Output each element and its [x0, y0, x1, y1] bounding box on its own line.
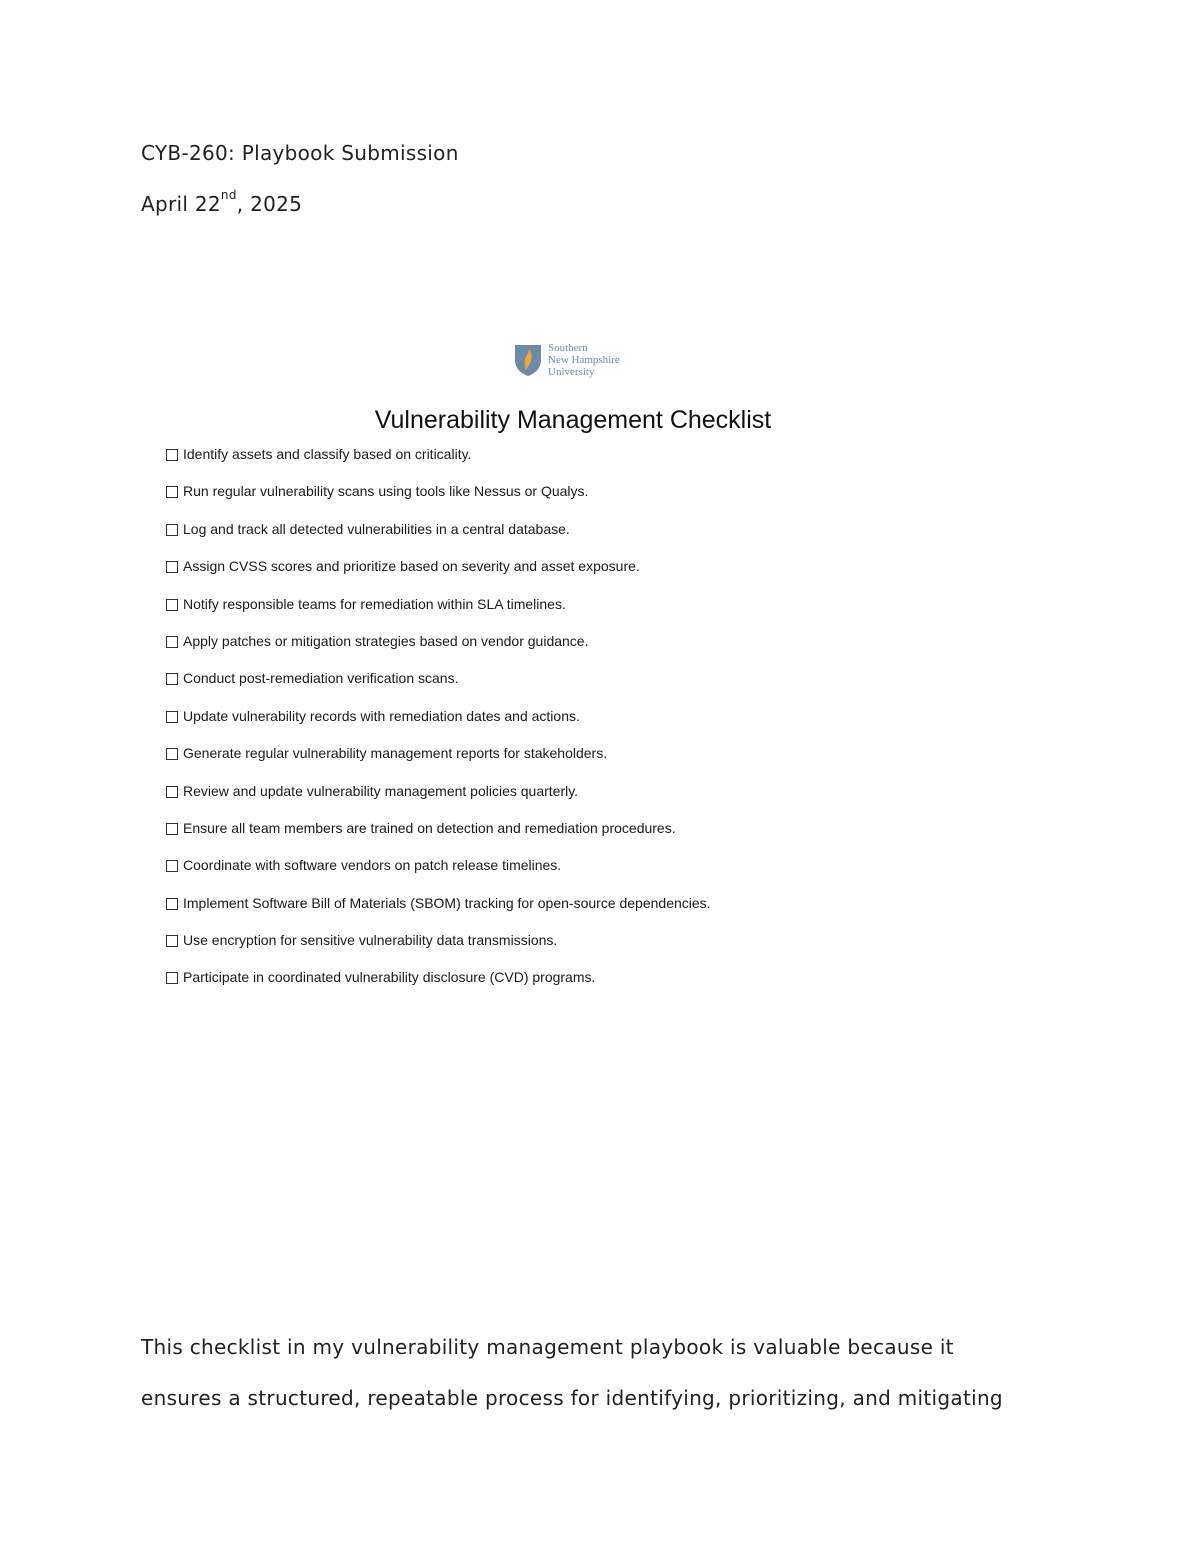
checklist-item-label: Coordinate with software vendors on patch release timelines. [183, 857, 562, 874]
checklist [166, 446, 711, 1007]
checklist-item-label: Update vulnerability records with remediation dates and actions. [183, 707, 580, 724]
checklist-item-label: Apply patches or mitigation strategies based on vendor guidance. [183, 632, 589, 649]
checklist-item-label: Identify assets and classify based on criticality. [183, 446, 472, 462]
checkbox[interactable] [166, 636, 178, 648]
logo-line-1: Southern [548, 342, 588, 354]
checklist-item [166, 483, 711, 520]
checkbox[interactable] [166, 599, 178, 611]
date-year: , 2025 [236, 192, 303, 216]
checkbox[interactable] [166, 935, 178, 947]
checklist-item-label: Review and update vulnerability management policies quarterly. [183, 782, 579, 799]
checklist-item [166, 596, 711, 633]
checkbox[interactable] [166, 486, 178, 498]
shield-flame-icon [514, 343, 542, 377]
body-line-1: This checklist in my vulnerability management playbook is valuable because it [141, 1335, 954, 1359]
body-paragraph [141, 1322, 1061, 1423]
checkbox[interactable] [166, 561, 178, 573]
checklist-item-label: Generate regular vulnerability management reports for stakeholders. [183, 745, 608, 762]
checkbox[interactable] [166, 972, 178, 984]
checklist-item-label: Log and track all detected vulnerabilities in a central database. [183, 520, 570, 537]
logo-wordmark [548, 342, 620, 378]
checklist-item [166, 820, 711, 857]
university-logo [514, 342, 620, 378]
checklist-item [166, 969, 711, 1006]
checkbox[interactable] [166, 449, 178, 461]
checkbox[interactable] [166, 748, 178, 760]
checklist-item-label: Run regular vulnerability scans using tools like Nessus or Qualys. [183, 483, 589, 500]
body-line-2: ensures a structured, repeatable process for identifying, prioritizing, and mitigating [141, 1385, 1003, 1410]
checklist-item [166, 932, 711, 969]
date-ordinal-suffix: nd [220, 188, 237, 202]
checkbox[interactable] [166, 711, 178, 723]
date-prefix: April 22 [141, 192, 221, 216]
checkbox[interactable] [166, 898, 178, 910]
checklist-title: Vulnerability Management Checklist [374, 406, 772, 434]
checklist-item [166, 708, 711, 745]
checklist-item [166, 670, 711, 707]
checklist-item [166, 558, 711, 595]
checklist-item [166, 446, 711, 483]
submission-date [141, 188, 303, 216]
checklist-item [166, 745, 711, 782]
checklist-item [166, 857, 711, 894]
checklist-item [166, 895, 711, 932]
checkbox[interactable] [166, 823, 178, 835]
checkbox[interactable] [166, 524, 178, 536]
logo-line-3: University [548, 366, 595, 378]
logo-line-2: New Hampshire [548, 354, 620, 366]
checklist-item [166, 521, 711, 558]
checklist-item-label: Use encryption for sensitive vulnerability data transmissions. [183, 932, 558, 949]
checklist-item [166, 633, 711, 670]
checklist-item-label: Implement Software Bill of Materials (SBOM) tracking for open-source dependencies. [183, 894, 711, 911]
checkbox[interactable] [166, 673, 178, 685]
checklist-item-label: Participate in coordinated vulnerability disclosure (CVD) programs. [183, 969, 596, 986]
checklist-item-label: Notify responsible teams for remediation within SLA timelines. [183, 595, 566, 612]
checklist-item-label: Ensure all team members are trained on detection and remediation procedures. [183, 819, 676, 836]
checklist-item-label: Conduct post-remediation verification scans. [183, 670, 459, 687]
checkbox[interactable] [166, 786, 178, 798]
course-title: CYB-260: Playbook Submission [141, 141, 459, 165]
checkbox[interactable] [166, 860, 178, 872]
checklist-item-label: Assign CVSS scores and prioritize based on severity and asset exposure. [183, 558, 640, 575]
checklist-item [166, 783, 711, 820]
